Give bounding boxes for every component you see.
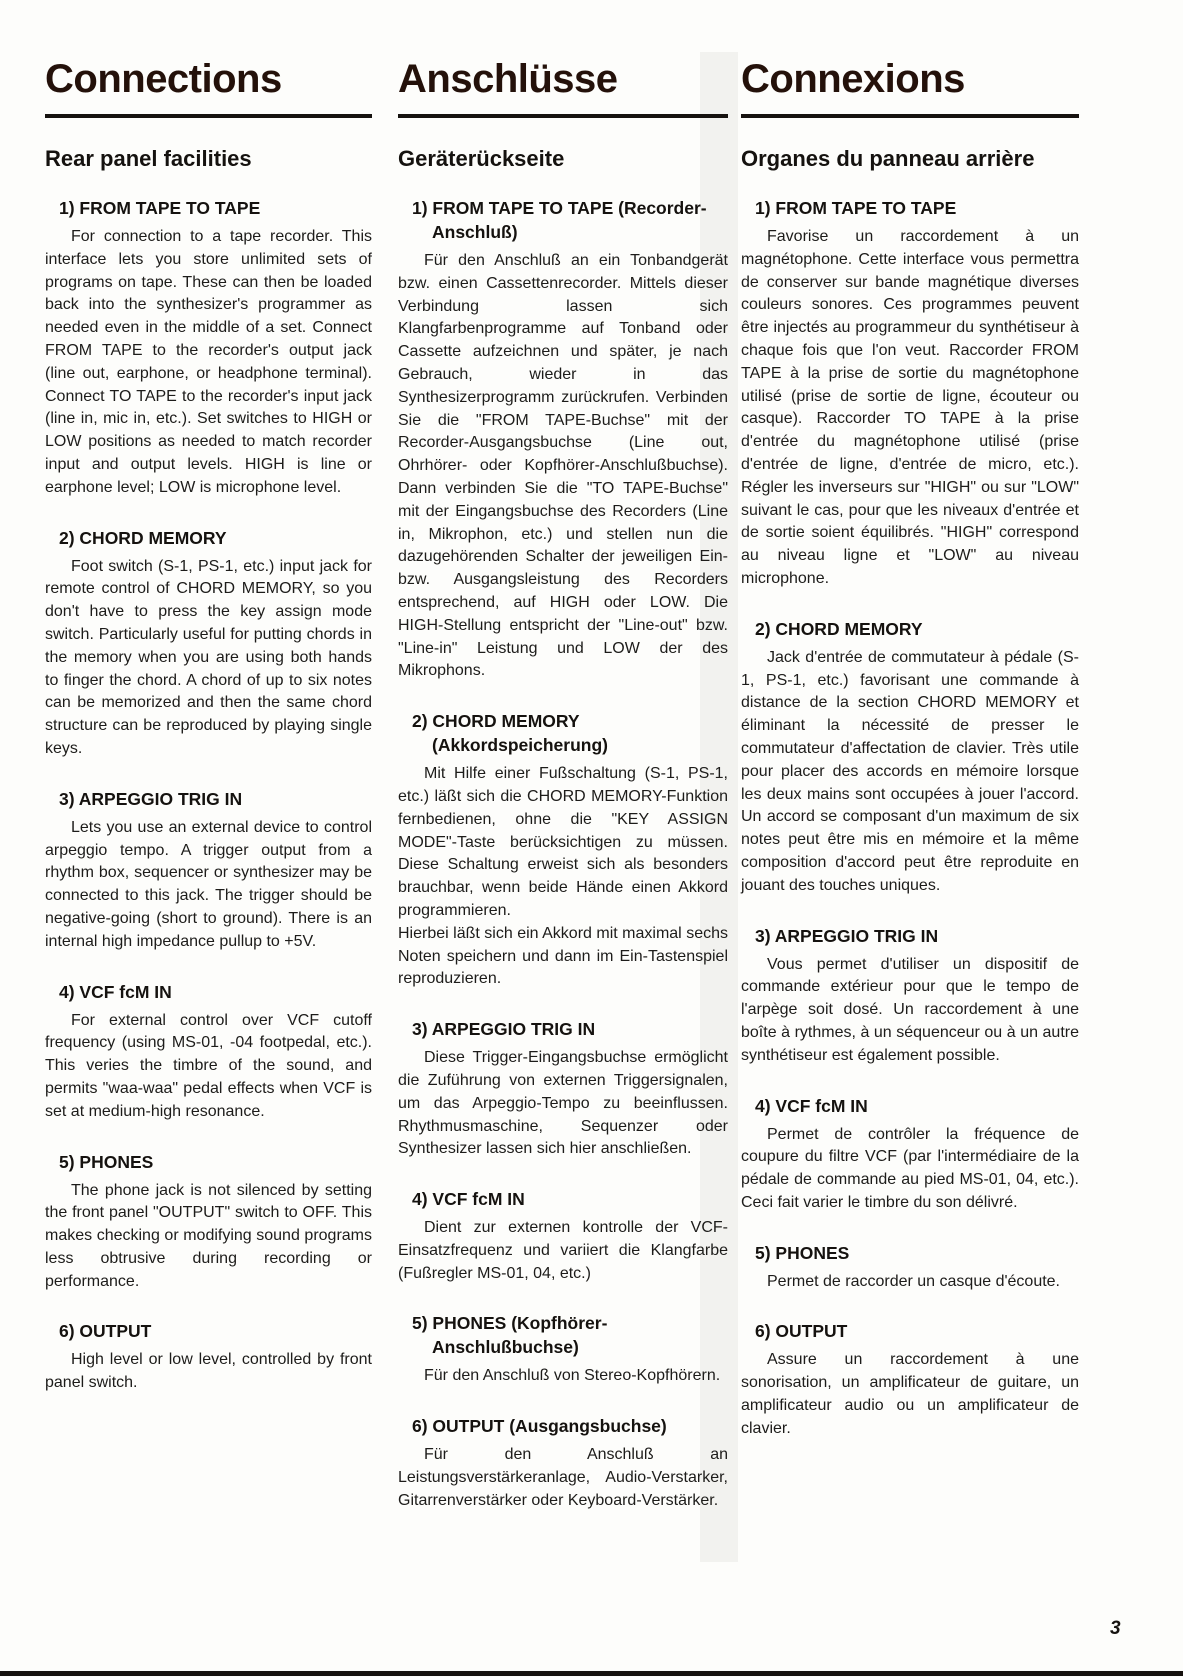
section-paragraph: Diese Trigger-Eingangsbuchse ermöglicht die Zuführung von externen Triggersignalen, um das Arpeggio-Tempo zu beeinflussen. Rhythmusmaschine, Sequenzer oder Synthesizer lassen sich hier anschließen. <box>398 1049 728 1158</box>
section-paragraph: Vous permet d'utiliser un dispositif de commande extérieur pour que le tempo de l'arpège soit dosé. Un raccordement à une boîte à rythmes, à un séquenceur ou à un autre synthétiseur est également possible. <box>741 955 1079 1064</box>
section-heading: 2) CHORD MEMORY (Akkordspeicherung) <box>412 711 608 756</box>
section-paragraph: Permet de contrôler la fréquence de coupure du filtre VCF (par l'intermédiaire de la pédale de commande au pied MS-01, 04, etc.). Ceci fait varier le timbre du son délivré. <box>741 1125 1079 1211</box>
section-paragraph: Favorise un raccordement à un magnétophone. Cette interface vous permettra de conserver sur bande magnétique diverses couleurs sonores. Ces programmes peuvent être injectés au programmeur du synthétiseur à chaque fois que l'on veut. Raccorder FROM TAPE à la prise de sortie du magnétophone utilisé (prise de sortie de ligne, écouteur ou casque). Raccorder TO TAPE à la prise d'entrée du magnétophone utilisé (prise d'entrée de ligne, d'entrée de micro, etc.). Régler les inverseurs sur "HIGH" ou sur "LOW" suivant le cas, pour que les niveaux d'entrée et de sortie soient équilibrés. "HIGH" correspond au niveau ligne et "LOW" au niveau microphone. <box>741 228 1079 587</box>
manual-section <box>398 709 728 991</box>
section-paragraph: Permet de raccorder un casque d'écoute. <box>767 1272 1060 1290</box>
title-underline <box>741 114 1079 118</box>
manual-section <box>45 196 372 500</box>
manual-section <box>741 617 1079 898</box>
manual-section <box>45 1319 372 1395</box>
section-paragraph: Für den Anschluß an ein Tonbandgerät bzw. einen Cassettenrecorder. Mittels dieser Verbindung lassen sich Klangfarbenprogramme auf Tonband oder Cassette aufzeichnen und später, je nach Gebrauch, wieder in das Synthesizerprogramm zurückrufen. Verbinden Sie die "FROM TAPE-Buchse" mit der Recorder-Ausgangsbuchse (Line out, Ohrhörer- oder Kopfhörer-Anschlußbuchse). Dann verbinden Sie die "TO TAPE-Buchse" mit der Eingangsbuchse des Recorders (Line in, Mikrophon, etc.) und stellen nun die dazugehörenden Schalter der jeweiligen Ein- bzw. Ausgangsleistung des Recorders entsprechend, auf HIGH oder LOW. Die HIGH-Stellung entspricht der "Line-out" bzw. "Line-in" Leistung und LOW der des Mikrophons. <box>398 252 728 680</box>
page-title: Connections <box>45 57 282 101</box>
page-title: Anschlüsse <box>398 57 618 101</box>
section-heading: 1) FROM TAPE TO TAPE (Recorder-Anschluß) <box>412 198 707 242</box>
manual-section <box>741 1241 1079 1294</box>
section-heading: 5) PHONES <box>59 1151 154 1172</box>
manual-section <box>45 526 372 761</box>
section-heading: 6) OUTPUT <box>755 1321 848 1342</box>
column-french <box>741 56 1079 1467</box>
sections-container <box>741 196 1079 1441</box>
section-paragraph: Foot switch (S-1, PS-1, etc.) input jack for remote control of CHORD MEMORY, so you don't have to press the key assign mode switch. Particularly useful for putting chords in the memory when you are using both hands to finger the chord. A chord of up to six notes can be memorized and then the same chord structure can be reproduced by playing single keys. <box>45 557 372 757</box>
column-subtitle: Organes du panneau arrière <box>741 146 1035 171</box>
section-heading: 4) VCF fcM IN <box>755 1095 868 1116</box>
section-heading: 3) ARPEGGIO TRIG IN <box>755 925 939 946</box>
section-heading: 6) OUTPUT (Ausgangsbuchse) <box>412 1416 667 1437</box>
manual-section <box>398 196 728 683</box>
section-heading: 1) FROM TAPE TO TAPE <box>755 198 957 218</box>
page-title: Connexions <box>741 57 965 101</box>
page-bottom-rule <box>0 1671 1183 1676</box>
section-heading: 1) FROM TAPE TO TAPE <box>59 198 261 218</box>
section-paragraph: Assure un raccordement à une sonorisation, un amplificateur de guitare, un amplificateur audio ou un amplificateur de clavier. <box>741 1351 1079 1437</box>
column-subtitle: Rear panel facilities <box>45 146 252 171</box>
section-paragraph: For external control over VCF cutoff frequency (using MS-01, -04 footpedal, etc.). This veries the timbre of the sound, and permits "waa-waa" pedal effects when VCF is set at medium-high resonance. <box>45 1011 372 1120</box>
page-number: 3 <box>1110 1618 1121 1639</box>
section-heading: 2) CHORD MEMORY <box>755 618 923 639</box>
manual-section <box>741 1319 1079 1440</box>
title-underline <box>45 114 372 118</box>
section-heading: 3) ARPEGGIO TRIG IN <box>59 788 243 809</box>
section-paragraph: Mit Hilfe einer Fußschaltung (S-1, PS-1, etc.) läßt sich die CHORD MEMORY-Funktion fernbedienen, ohne die "KEY ASSIGN MODE"-Taste berücksichtigen zu müssen. Diese Schaltung erweist sich als besonders brauchbar, wenn beide Hände einen Akkord programmieren. <box>398 765 728 919</box>
column-subtitle: Geräterückseite <box>398 146 565 171</box>
title-underline <box>398 114 728 118</box>
manual-section <box>398 1311 728 1388</box>
section-heading: 3) ARPEGGIO TRIG IN <box>412 1019 596 1040</box>
section-paragraph: The phone jack is not silenced by setting the front panel "OUTPUT" switch to OFF. This makes checking or modifying sound programs less obtrusive during recording or performance. <box>45 1181 372 1290</box>
manual-section <box>398 1187 728 1285</box>
manual-section <box>741 196 1079 591</box>
section-heading: 5) PHONES (Kopfhörer-Anschlußbuchse) <box>412 1313 608 1358</box>
manual-section <box>741 1094 1079 1215</box>
section-paragraph: Für den Anschluß an Leistungsverstärkeranlage, Audio-Verstarker, Gitarrenverstärker oder Keyboard-Verstärker. <box>398 1446 728 1509</box>
column-german <box>398 56 728 1539</box>
section-heading: 4) VCF fcM IN <box>412 1189 525 1210</box>
column-english <box>45 56 372 1421</box>
section-heading: 5) PHONES <box>755 1242 850 1263</box>
section-paragraph: Jack d'entrée de commutateur à pédale (S-1, PS-1, etc.) favorisant une commande à distance de la section CHORD MEMORY et éliminant la nécessité de presser le commutateur d'affectation de clavier. Très utile pour placer des accords en mémoire lorsque les deux mains sont occupées à jouer l'accord. Un accord se composant d'un maximum de six notes peut être mis en mémoire et la même composition d'accord peut être reproduite en jouant des touches uniques. <box>741 648 1079 894</box>
manual-section <box>398 1414 728 1512</box>
section-paragraph: Für den Anschluß von Stereo-Kopfhörern. <box>424 1367 721 1385</box>
section-heading: 4) VCF fcM IN <box>59 981 172 1002</box>
manual-section <box>741 924 1079 1068</box>
manual-section <box>398 1017 728 1161</box>
sections-container <box>45 196 372 1395</box>
section-paragraph: Dient zur externen kontrolle der VCF-Einsatzfrequenz und variiert die Klangfarbe (Fußregler MS-01, 04, etc.) <box>398 1219 728 1282</box>
sections-container <box>398 196 728 1513</box>
section-heading: 2) CHORD MEMORY <box>59 527 227 548</box>
manual-section <box>45 1150 372 1294</box>
section-paragraph: Lets you use an external device to control arpeggio tempo. A trigger output from a rhythm box, sequencer or synthesizer may be connected to this jack. The trigger should be negative-going (short to ground). There is an internal high impedance pullup to +5V. <box>45 818 372 950</box>
section-paragraph: For connection to a tape recorder. This interface lets you store unlimited sets of programs on tape. These can then be loaded back into the synthesizer's programmer as needed even in the middle of a set. Connect FROM TAPE to the recorder's output jack (line out, earphone, or headphone terminal). Connect TO TAPE to the recorder's input jack (line in, mic in, etc.). Set switches to HIGH or LOW positions as needed to match recorder input and output levels. HIGH is line or earphone level; LOW is microphone level. <box>45 228 372 496</box>
manual-section <box>45 787 372 954</box>
section-paragraph: High level or low level, controlled by front panel switch. <box>45 1351 372 1392</box>
section-paragraph: Hierbei läßt sich ein Akkord mit maximal sechs Noten speichern und dann im Ein-Tastenspiel reproduzieren. <box>398 924 728 988</box>
manual-section <box>45 980 372 1124</box>
section-heading: 6) OUTPUT <box>59 1321 152 1342</box>
